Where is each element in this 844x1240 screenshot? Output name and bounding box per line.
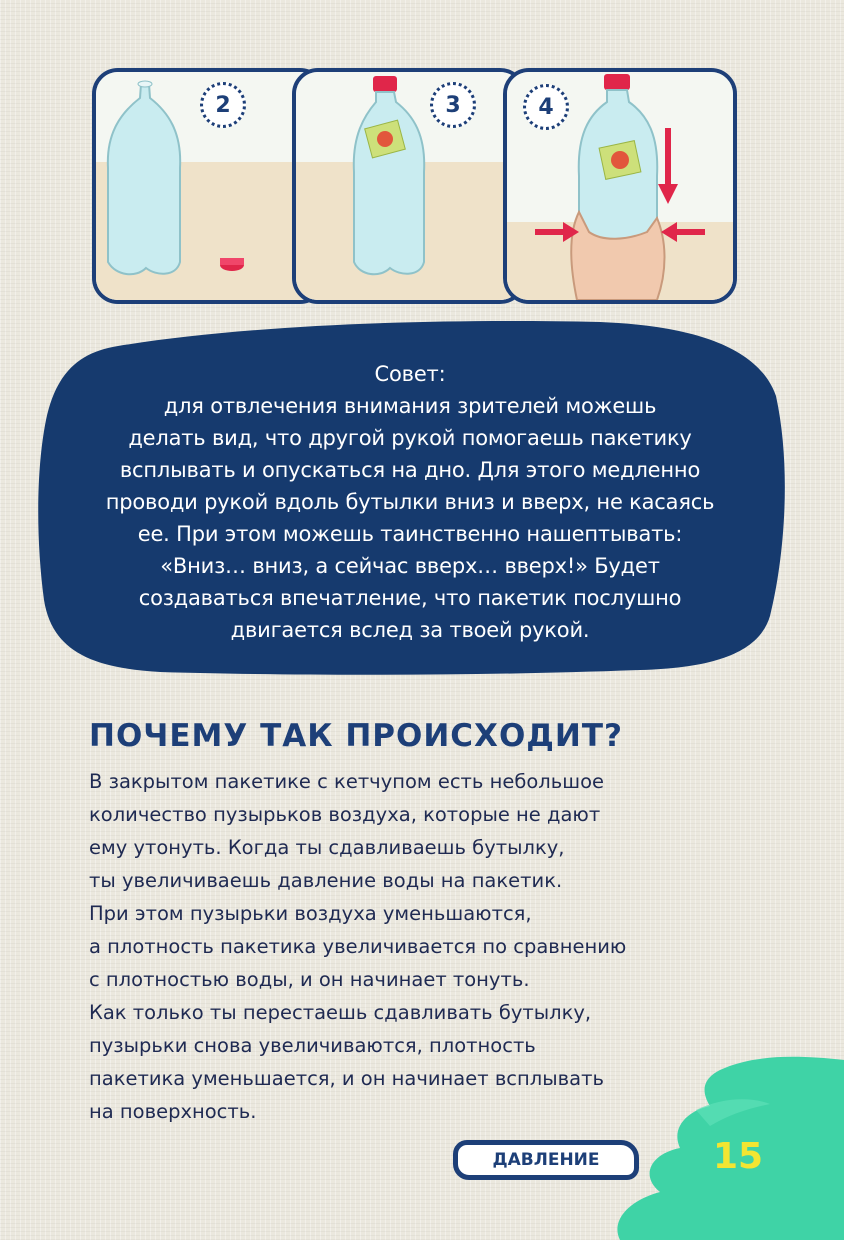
explanation-line: Как только ты перестаешь сдавливать бутылку, — [89, 1001, 592, 1024]
step-number-badge: 2 — [200, 82, 246, 128]
tip-line: ее. При этом можешь таинственно нашептывать: — [137, 522, 683, 546]
explanation-line: пузырьки снова увеличиваются, плотность — [89, 1034, 536, 1057]
tip-line: создаваться впечатление, что пакетик послушно — [138, 586, 682, 610]
explanation-line: ему утонуть. Когда ты сдавливаешь бутылку, — [89, 836, 565, 859]
explanation-line: количество пузырьков воздуха, которые не дают — [89, 803, 601, 826]
explanation-line: пакетика уменьшается, и он начинает всплывать — [89, 1067, 604, 1090]
explanation-line: на поверхность. — [89, 1100, 257, 1123]
tip-line: проводи рукой вдоль бутылки вниз и вверх, не касаясь — [105, 490, 715, 514]
step-number-badge: 4 — [523, 84, 569, 130]
tip-line: всплывать и опускаться на дно. Для этого медленно — [119, 458, 701, 482]
topic-tag: ДАВЛЕНИЕ — [453, 1140, 639, 1180]
explanation-line: а плотность пакетика увеличивается по сравнению — [89, 935, 627, 958]
tip-text-block — [80, 358, 740, 646]
explanation-line: При этом пузырьки воздуха уменьшаются, — [89, 902, 532, 925]
explanation-line: В закрытом пакетике с кетчупом есть небольшое — [89, 770, 605, 793]
tip-line: делать вид, что другой рукой помогаешь пакетику — [128, 426, 692, 450]
step-number-badge: 3 — [430, 82, 476, 128]
section-heading: ПОЧЕМУ ТАК ПРОИСХОДИТ? — [89, 718, 623, 754]
tip-title: Совет: — [374, 362, 446, 386]
tip-line: двигается вслед за твоей рукой. — [230, 618, 590, 642]
explanation-line: ты увеличиваешь давление воды на пакетик. — [89, 869, 563, 892]
explanation-line: с плотностью воды, и он начинает тонуть. — [89, 968, 530, 991]
page-number: 15 — [713, 1136, 764, 1177]
tip-line: «Вниз… вниз, а сейчас вверх… вверх!» Будет — [160, 554, 660, 578]
explanation-text — [89, 765, 729, 1128]
tip-line: для отвлечения внимания зрителей можешь — [163, 394, 657, 418]
